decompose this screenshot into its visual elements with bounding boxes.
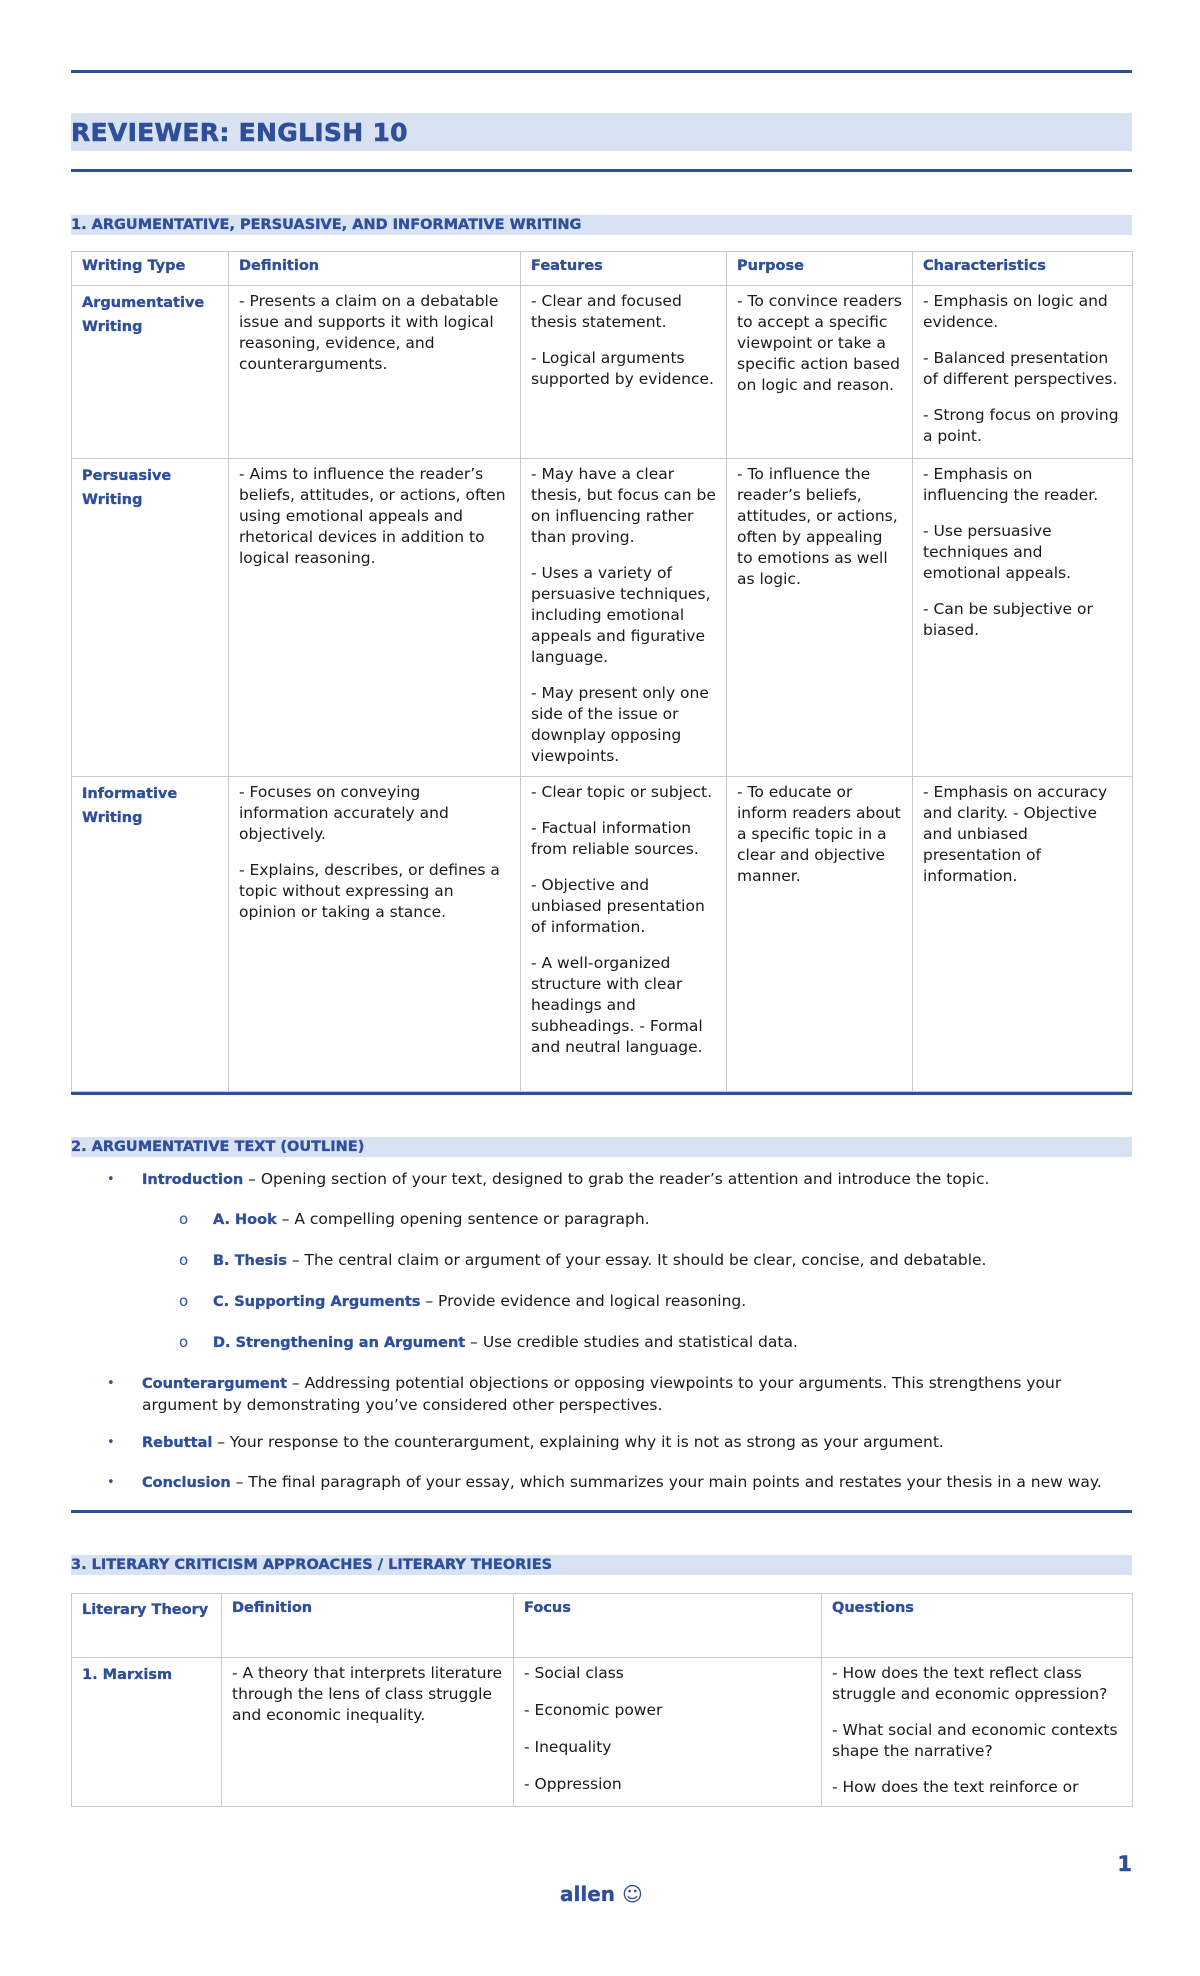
list-item — [71, 1332, 1132, 1354]
features-cell — [521, 777, 727, 1092]
column-header: Questions — [822, 1594, 1133, 1658]
outline-term: C. Supporting Arguments — [213, 1294, 421, 1310]
definition-cell — [222, 1658, 514, 1807]
cell-text: - Presents a claim on a debatable issue and supports it with logical reasoning, evidence, and counterarguments. — [239, 292, 499, 373]
list-item — [71, 1250, 1132, 1272]
table-header-row — [72, 252, 1133, 286]
table-row — [72, 286, 1133, 459]
outline-term: A. Hook — [213, 1212, 277, 1228]
purpose-cell — [727, 459, 913, 777]
table-row — [72, 459, 1133, 777]
outline-text: – Provide evidence and logical reasoning. — [420, 1292, 747, 1310]
outline-term: Introduction — [142, 1172, 244, 1188]
focus-cell — [514, 1658, 822, 1807]
cell-text: - Can be subjective or biased. — [923, 600, 1093, 639]
title-band — [71, 113, 1132, 151]
outline-term: Counterargument — [142, 1376, 287, 1392]
list-item — [71, 1291, 1132, 1313]
document-page — [71, 0, 1132, 1807]
column-header: Definition — [222, 1594, 514, 1658]
outline-list — [71, 1169, 1132, 1494]
section-2-rule — [71, 1510, 1132, 1513]
outline-term: Conclusion — [142, 1475, 231, 1491]
section-3-heading-text: 3. LITERARY CRITICISM APPROACHES / LITERARY THEORIES — [71, 1557, 553, 1573]
section-1-heading-text: 1. ARGUMENTATIVE, PERSUASIVE, AND INFORMATIVE WRITING — [71, 217, 582, 233]
cell-text: - Clear topic or subject. — [531, 783, 713, 801]
column-header: Focus — [514, 1594, 822, 1658]
bullet-icon: • — [107, 1435, 115, 1450]
writing-type-label: Persuasive — [82, 468, 172, 484]
title-rule — [71, 169, 1132, 172]
column-header: Literary Theory — [72, 1594, 222, 1658]
definition-cell — [229, 777, 521, 1092]
cell-text: - To educate or inform readers about a specific topic in a clear and objective manner. — [737, 783, 901, 885]
characteristics-cell — [913, 286, 1133, 459]
table-row — [72, 777, 1133, 1092]
cell-text: - May have a clear thesis, but focus can be on influencing rather than proving. — [531, 465, 716, 546]
purpose-cell — [727, 286, 913, 459]
cell-text: - Use persuasive techniques and emotional appeals. — [923, 522, 1072, 582]
cell-text: - Strong focus on proving a point. — [923, 406, 1119, 445]
cell-text: - Emphasis on logic and evidence. — [923, 292, 1108, 331]
writing-type-label: Writing — [82, 810, 143, 826]
outline-text: – Use credible studies and statistical data. — [465, 1333, 798, 1351]
writing-types-table — [71, 251, 1133, 1092]
cell-text: - Explains, describes, or defines a topic without expressing an opinion or taking a stance. — [239, 861, 500, 921]
list-item — [71, 1169, 1132, 1191]
writing-type-label: Writing — [82, 492, 143, 508]
outline-text: – Opening section of your text, designed to grab the reader’s attention and introduce the topic. — [243, 1170, 990, 1188]
questions-cell — [822, 1658, 1133, 1807]
literary-theories-table — [71, 1593, 1133, 1807]
outline-text: – Addressing potential objections or opposing viewpoints to your arguments. This strengthens your argument by demonstrating you’ve considered other perspectives. — [142, 1374, 1062, 1414]
column-header: Definition — [229, 252, 521, 286]
cell-text: - Clear and focused thesis statement. — [531, 292, 682, 331]
list-item — [71, 1209, 1132, 1231]
section-2-heading-text: 2. ARGUMENTATIVE TEXT (OUTLINE) — [71, 1139, 365, 1155]
section-1-heading — [71, 215, 1132, 235]
section-2-heading — [71, 1137, 1132, 1157]
bullet-icon: • — [107, 1172, 115, 1187]
writing-type-label: Writing — [82, 319, 143, 335]
outline-text: – A compelling opening sentence or paragraph. — [276, 1210, 650, 1228]
list-item — [71, 1373, 1132, 1416]
cell-text: - Uses a variety of persuasive techniques, including emotional appeals and figurative language. — [531, 564, 711, 666]
cell-text: - Aims to influence the reader’s beliefs, attitudes, or actions, often using emotional appeals and rhetorical devices in addition to logical reasoning. — [239, 465, 506, 567]
list-item — [71, 1432, 1132, 1454]
table-header-row — [72, 1594, 1133, 1658]
outline-text: – The final paragraph of your essay, which summarizes your main points and restates your thesis in a new way. — [230, 1473, 1102, 1491]
cell-text: - Balanced presentation of different perspectives. — [923, 349, 1118, 388]
section-3-heading — [71, 1555, 1132, 1575]
cell-text: - What social and economic contexts shape the narrative? — [832, 1721, 1118, 1760]
author-name: allen — [560, 1882, 616, 1906]
sub-bullet-icon: o — [179, 1333, 189, 1351]
cell-text: - A theory that interprets literature through the lens of class struggle and economic inequality. — [232, 1664, 503, 1724]
cell-text: - To influence the reader’s beliefs, attitudes, or actions, often by appealing to emotions as well as logic. — [737, 465, 898, 588]
features-cell — [521, 286, 727, 459]
column-header: Characteristics — [913, 252, 1133, 286]
purpose-cell — [727, 777, 913, 1092]
writing-type-label: Informative — [82, 786, 178, 802]
theory-cell: 1. Marxism — [72, 1658, 222, 1807]
bullet-icon: • — [107, 1475, 115, 1490]
definition-cell — [229, 286, 521, 459]
table-row — [72, 1658, 1133, 1807]
definition-cell — [229, 459, 521, 777]
cell-text: - To convince readers to accept a specific viewpoint or take a specific action based on logic and reason. — [737, 292, 902, 394]
cell-text: - Objective and unbiased presentation of information. — [531, 876, 705, 936]
outline-text: – The central claim or argument of your essay. It should be clear, concise, and debatable. — [286, 1251, 987, 1269]
sub-bullet-icon: o — [179, 1210, 189, 1228]
cell-text: - Inequality — [524, 1738, 612, 1756]
cell-text: - May present only one side of the issue or downplay opposing viewpoints. — [531, 684, 709, 765]
cell-text: - Logical arguments supported by evidence. — [531, 349, 714, 388]
characteristics-cell — [913, 459, 1133, 777]
writing-type-cell — [72, 459, 229, 777]
cell-text: - Factual information from reliable sources. — [531, 819, 699, 858]
features-cell — [521, 459, 727, 777]
cell-text: - Social class — [524, 1664, 624, 1682]
table-bottom-rule — [71, 1092, 1132, 1095]
cell-text: - How does the text reflect class struggle and economic oppression? — [832, 1664, 1108, 1703]
writing-type-label: Argumentative — [82, 295, 205, 311]
column-header: Purpose — [727, 252, 913, 286]
characteristics-cell — [913, 777, 1133, 1092]
footer-author — [560, 1882, 643, 1906]
cell-text: - Oppression — [524, 1775, 622, 1793]
bullet-icon: • — [107, 1376, 115, 1391]
cell-text: - Focuses on conveying information accurately and objectively. — [239, 783, 449, 843]
sub-bullet-icon: o — [179, 1251, 189, 1269]
outline-term: B. Thesis — [213, 1253, 287, 1269]
column-header: Features — [521, 252, 727, 286]
cell-text: - A well-organized structure with clear headings and subheadings. - Formal and neutral language. — [531, 954, 703, 1056]
document-title: REVIEWER: ENGLISH 10 — [71, 117, 408, 147]
smiley-icon: ☺ — [621, 1882, 643, 1906]
cell-text: - How does the text reinforce or — [832, 1778, 1079, 1796]
page-number: 1 — [1117, 1852, 1132, 1876]
column-header: Writing Type — [72, 252, 229, 286]
list-item — [71, 1472, 1132, 1494]
writing-type-cell — [72, 777, 229, 1092]
cell-text: - Economic power — [524, 1701, 663, 1719]
outline-term: D. Strengthening an Argument — [213, 1335, 466, 1351]
cell-text: - Emphasis on accuracy and clarity. - Objective and unbiased presentation of information. — [923, 783, 1108, 885]
sub-bullet-icon: o — [179, 1292, 189, 1310]
writing-type-cell — [72, 286, 229, 459]
outline-text: – Your response to the counterargument, explaining why it is not as strong as your argument. — [212, 1433, 944, 1451]
outline-term: Rebuttal — [142, 1435, 213, 1451]
cell-text: - Emphasis on influencing the reader. — [923, 465, 1099, 504]
top-rule — [71, 70, 1132, 73]
